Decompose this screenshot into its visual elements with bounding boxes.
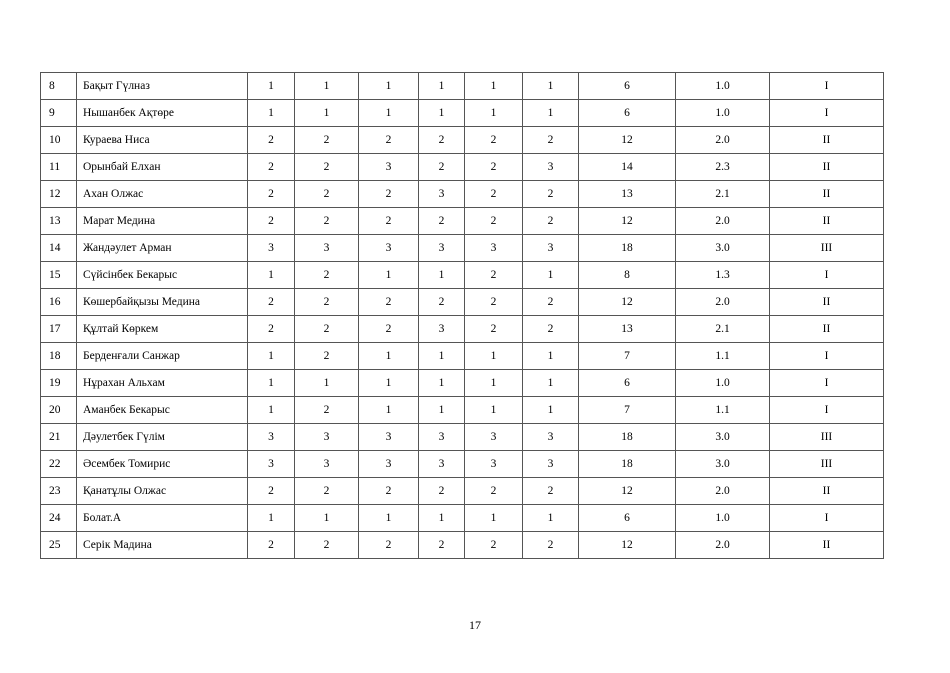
score-5-cell: 1 [465,343,523,370]
row-number-cell: 22 [41,451,77,478]
score-5-cell: 2 [465,208,523,235]
table-row [41,154,884,181]
level-cell: I [770,73,884,100]
score-4-cell: 1 [419,343,465,370]
score-5-cell: 1 [465,73,523,100]
table-row [41,235,884,262]
average-score-cell: 2.0 [676,127,770,154]
score-2-cell: 2 [295,127,359,154]
level-cell: I [770,343,884,370]
score-3-cell: 3 [359,154,419,181]
student-name-cell: Ахан Олжас [77,181,248,208]
student-name-cell: Жандәулет Арман [77,235,248,262]
level-cell: III [770,451,884,478]
table-row [41,316,884,343]
total-score-cell: 6 [579,100,676,127]
average-score-cell: 1.1 [676,397,770,424]
row-number-cell: 18 [41,343,77,370]
total-score-cell: 18 [579,424,676,451]
student-name-cell: Марат Медина [77,208,248,235]
score-3-cell: 3 [359,235,419,262]
score-5-cell: 2 [465,289,523,316]
score-3-cell: 1 [359,343,419,370]
score-1-cell: 3 [248,424,295,451]
average-score-cell: 3.0 [676,424,770,451]
score-3-cell: 1 [359,100,419,127]
total-score-cell: 7 [579,397,676,424]
table-row [41,451,884,478]
total-score-cell: 12 [579,478,676,505]
score-3-cell: 1 [359,505,419,532]
average-score-cell: 3.0 [676,451,770,478]
table-row [41,532,884,559]
score-2-cell: 3 [295,451,359,478]
score-3-cell: 1 [359,397,419,424]
row-number-cell: 14 [41,235,77,262]
table-row [41,262,884,289]
score-6-cell: 2 [523,532,579,559]
row-number-cell: 20 [41,397,77,424]
row-number-cell: 19 [41,370,77,397]
score-2-cell: 1 [295,505,359,532]
score-1-cell: 2 [248,127,295,154]
average-score-cell: 1.1 [676,343,770,370]
score-5-cell: 2 [465,316,523,343]
score-4-cell: 2 [419,208,465,235]
total-score-cell: 12 [579,208,676,235]
row-number-cell: 24 [41,505,77,532]
level-cell: II [770,289,884,316]
score-1-cell: 1 [248,262,295,289]
table-row [41,397,884,424]
score-6-cell: 1 [523,505,579,532]
average-score-cell: 1.0 [676,73,770,100]
score-1-cell: 3 [248,235,295,262]
score-5-cell: 3 [465,235,523,262]
row-number-cell: 23 [41,478,77,505]
score-3-cell: 2 [359,316,419,343]
score-4-cell: 3 [419,235,465,262]
level-cell: I [770,100,884,127]
total-score-cell: 13 [579,316,676,343]
level-cell: II [770,532,884,559]
level-cell: II [770,181,884,208]
row-number-cell: 13 [41,208,77,235]
student-name-cell: Нышанбек Ақтөре [77,100,248,127]
student-name-cell: Құлтай Көркем [77,316,248,343]
score-4-cell: 3 [419,424,465,451]
level-cell: I [770,397,884,424]
score-2-cell: 2 [295,397,359,424]
table-body [41,73,884,559]
student-name-cell: Қанатұлы Олжас [77,478,248,505]
score-2-cell: 2 [295,154,359,181]
student-name-cell: Аманбек Бекарыс [77,397,248,424]
average-score-cell: 1.3 [676,262,770,289]
level-cell: II [770,316,884,343]
score-4-cell: 3 [419,451,465,478]
score-2-cell: 3 [295,424,359,451]
total-score-cell: 8 [579,262,676,289]
level-cell: II [770,127,884,154]
score-1-cell: 2 [248,532,295,559]
score-6-cell: 3 [523,154,579,181]
average-score-cell: 2.3 [676,154,770,181]
table-row [41,100,884,127]
table-row [41,127,884,154]
average-score-cell: 2.0 [676,478,770,505]
score-5-cell: 2 [465,154,523,181]
score-2-cell: 1 [295,370,359,397]
average-score-cell: 2.0 [676,208,770,235]
total-score-cell: 6 [579,505,676,532]
student-name-cell: Әсембек Томирис [77,451,248,478]
student-name-cell: Болат.А [77,505,248,532]
row-number-cell: 11 [41,154,77,181]
score-2-cell: 1 [295,100,359,127]
score-2-cell: 2 [295,316,359,343]
score-6-cell: 3 [523,451,579,478]
score-3-cell: 2 [359,532,419,559]
score-3-cell: 3 [359,451,419,478]
row-number-cell: 21 [41,424,77,451]
score-2-cell: 3 [295,235,359,262]
table-row [41,208,884,235]
score-3-cell: 1 [359,73,419,100]
total-score-cell: 18 [579,451,676,478]
average-score-cell: 2.0 [676,289,770,316]
score-6-cell: 2 [523,127,579,154]
score-1-cell: 2 [248,289,295,316]
score-1-cell: 3 [248,451,295,478]
level-cell: II [770,154,884,181]
score-2-cell: 1 [295,73,359,100]
student-name-cell: Көшербайқызы Медина [77,289,248,316]
score-1-cell: 1 [248,370,295,397]
score-6-cell: 1 [523,343,579,370]
score-4-cell: 2 [419,154,465,181]
score-3-cell: 2 [359,127,419,154]
student-name-cell: Кураева Ниса [77,127,248,154]
table-row [41,181,884,208]
score-4-cell: 1 [419,262,465,289]
score-6-cell: 1 [523,397,579,424]
level-cell: III [770,424,884,451]
score-1-cell: 1 [248,73,295,100]
row-number-cell: 25 [41,532,77,559]
score-2-cell: 2 [295,181,359,208]
table-row [41,370,884,397]
row-number-cell: 9 [41,100,77,127]
student-name-cell: Берденғали Санжар [77,343,248,370]
student-name-cell: Серік Мадина [77,532,248,559]
score-4-cell: 2 [419,478,465,505]
average-score-cell: 1.0 [676,505,770,532]
table-row [41,424,884,451]
page-number: 17 [469,618,481,632]
score-6-cell: 2 [523,316,579,343]
score-2-cell: 2 [295,262,359,289]
score-5-cell: 2 [465,181,523,208]
score-6-cell: 1 [523,100,579,127]
student-name-cell: Дәулетбек Гүлім [77,424,248,451]
score-3-cell: 2 [359,289,419,316]
average-score-cell: 1.0 [676,100,770,127]
average-score-cell: 2.1 [676,316,770,343]
student-name-cell: Нұрахан Альхам [77,370,248,397]
score-4-cell: 1 [419,370,465,397]
student-name-cell: Сүйсінбек Бекарыс [77,262,248,289]
score-3-cell: 3 [359,424,419,451]
average-score-cell: 3.0 [676,235,770,262]
total-score-cell: 18 [579,235,676,262]
level-cell: II [770,478,884,505]
table-row [41,505,884,532]
score-1-cell: 1 [248,343,295,370]
level-cell: I [770,370,884,397]
score-5-cell: 2 [465,262,523,289]
score-5-cell: 1 [465,100,523,127]
score-3-cell: 1 [359,370,419,397]
score-1-cell: 1 [248,505,295,532]
total-score-cell: 12 [579,289,676,316]
score-2-cell: 2 [295,208,359,235]
score-6-cell: 2 [523,478,579,505]
score-4-cell: 3 [419,181,465,208]
total-score-cell: 12 [579,532,676,559]
score-3-cell: 2 [359,478,419,505]
average-score-cell: 1.0 [676,370,770,397]
total-score-cell: 14 [579,154,676,181]
score-1-cell: 1 [248,100,295,127]
score-5-cell: 1 [465,370,523,397]
score-1-cell: 2 [248,154,295,181]
score-4-cell: 1 [419,73,465,100]
score-2-cell: 2 [295,343,359,370]
level-cell: I [770,505,884,532]
table-row [41,289,884,316]
score-6-cell: 1 [523,262,579,289]
score-1-cell: 2 [248,316,295,343]
score-1-cell: 1 [248,397,295,424]
level-cell: I [770,262,884,289]
score-4-cell: 1 [419,505,465,532]
score-1-cell: 2 [248,181,295,208]
results-table [40,72,884,559]
score-4-cell: 2 [419,289,465,316]
score-6-cell: 1 [523,370,579,397]
score-2-cell: 2 [295,478,359,505]
average-score-cell: 2.0 [676,532,770,559]
total-score-cell: 12 [579,127,676,154]
total-score-cell: 7 [579,343,676,370]
row-number-cell: 8 [41,73,77,100]
level-cell: III [770,235,884,262]
table-row [41,343,884,370]
score-3-cell: 2 [359,208,419,235]
row-number-cell: 12 [41,181,77,208]
total-score-cell: 6 [579,73,676,100]
score-4-cell: 1 [419,100,465,127]
score-6-cell: 3 [523,424,579,451]
student-name-cell: Орынбай Елхан [77,154,248,181]
score-5-cell: 3 [465,424,523,451]
score-4-cell: 2 [419,127,465,154]
score-3-cell: 2 [359,181,419,208]
score-3-cell: 1 [359,262,419,289]
row-number-cell: 16 [41,289,77,316]
score-5-cell: 2 [465,127,523,154]
level-cell: II [770,208,884,235]
score-2-cell: 2 [295,289,359,316]
score-6-cell: 2 [523,289,579,316]
total-score-cell: 13 [579,181,676,208]
score-1-cell: 2 [248,478,295,505]
score-6-cell: 2 [523,181,579,208]
score-6-cell: 2 [523,208,579,235]
total-score-cell: 6 [579,370,676,397]
score-5-cell: 2 [465,532,523,559]
row-number-cell: 17 [41,316,77,343]
score-6-cell: 3 [523,235,579,262]
score-4-cell: 2 [419,532,465,559]
score-6-cell: 1 [523,73,579,100]
table-row [41,73,884,100]
average-score-cell: 2.1 [676,181,770,208]
row-number-cell: 10 [41,127,77,154]
score-4-cell: 3 [419,316,465,343]
score-2-cell: 2 [295,532,359,559]
student-name-cell: Бақыт Гүлназ [77,73,248,100]
table-row [41,478,884,505]
score-5-cell: 2 [465,478,523,505]
score-5-cell: 3 [465,451,523,478]
score-1-cell: 2 [248,208,295,235]
row-number-cell: 15 [41,262,77,289]
score-5-cell: 1 [465,505,523,532]
score-4-cell: 1 [419,397,465,424]
score-5-cell: 1 [465,397,523,424]
